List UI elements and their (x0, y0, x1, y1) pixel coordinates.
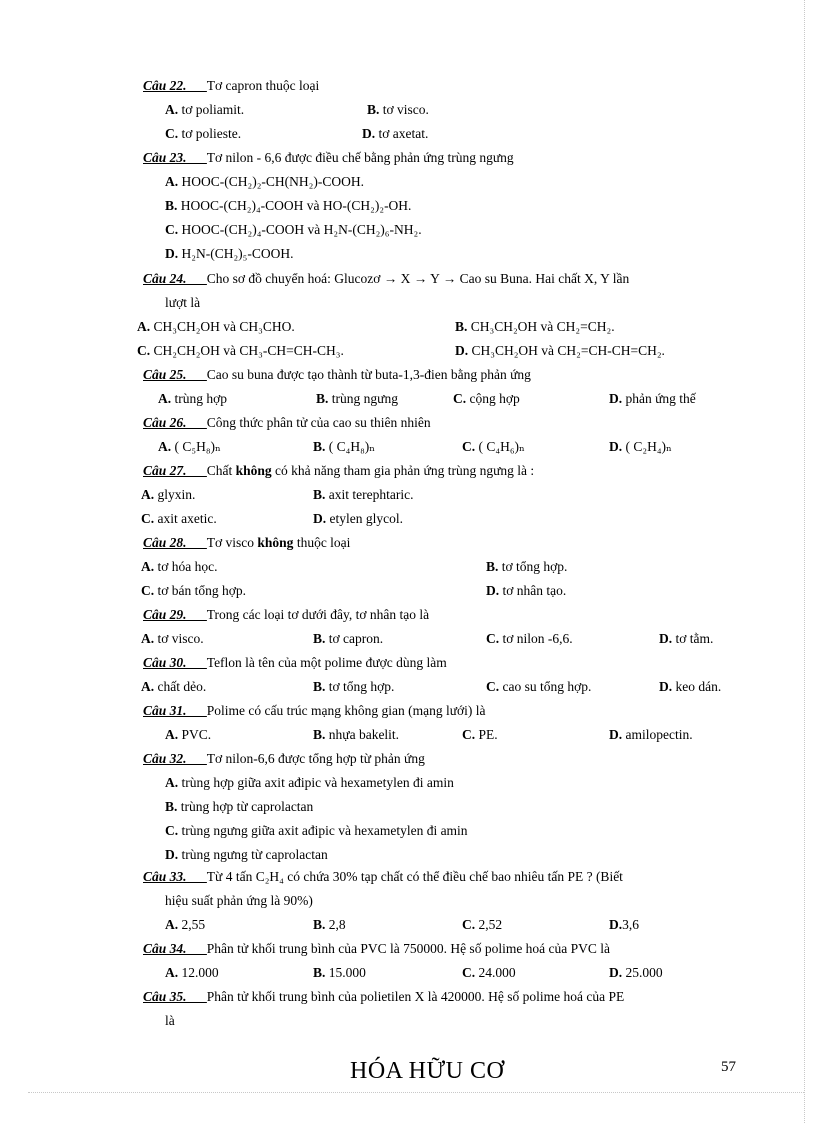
option-text: amilopectin. (622, 727, 693, 742)
option-label: B. (313, 679, 326, 694)
option-a (141, 679, 206, 695)
option-d (609, 727, 693, 743)
option-label: C. (165, 222, 179, 237)
option-text: tơ visco. (379, 102, 429, 117)
option-b (313, 917, 346, 933)
option-text: ( C₄H₈)ₙ (325, 439, 376, 454)
option-text: CH₂CH₂OH và CH₃-CH=CH-CH₃. (150, 343, 344, 358)
option-text: chất dẻo. (154, 679, 207, 694)
question-number: Câu 23. (143, 150, 187, 165)
option-d (486, 583, 566, 599)
question-26 (143, 415, 743, 431)
option-text: CH₃CH₂OH và CH₃CHO. (150, 319, 295, 334)
option-b (165, 198, 411, 214)
option-text: HOOC-(CH₂)₄-COOH và HO-(CH₂)₂-OH. (177, 198, 412, 213)
question-31 (143, 703, 743, 719)
option-label: C. (462, 917, 476, 932)
option-a (141, 559, 218, 575)
option-c (486, 679, 591, 695)
option-d (659, 679, 721, 695)
option-text: tơ nilon -6,6. (499, 631, 573, 646)
option-c (137, 343, 344, 359)
option-text: 12.000 (178, 965, 219, 980)
option-label: B. (486, 559, 499, 574)
option-text: 15.000 (325, 965, 366, 980)
option-text: tơ polieste. (178, 126, 242, 141)
footer-title: HÓA HỮU CƠ (350, 1058, 505, 1084)
option-b (486, 559, 567, 575)
option-label: C. (137, 343, 151, 358)
option-b (313, 727, 399, 743)
option-label: B. (313, 631, 326, 646)
question-34 (143, 941, 743, 957)
question-23 (143, 150, 743, 166)
question-32 (143, 751, 743, 767)
option-text: 3,6 (622, 917, 639, 932)
option-d (313, 511, 403, 527)
option-b (455, 319, 615, 335)
option-c (141, 511, 217, 527)
option-text: ( C₅H₈)ₙ (171, 439, 221, 454)
option-label: B. (313, 965, 326, 980)
option-label: D. (609, 727, 623, 742)
emphasis-not: không (257, 535, 294, 550)
option-text: trùng ngưng giữa axit ađipic và hexametylen đi amin (178, 823, 468, 838)
option-label: B. (313, 917, 326, 932)
option-a (158, 439, 221, 455)
option-label: C. (141, 583, 155, 598)
option-c (165, 126, 241, 142)
option-text: 2,8 (325, 917, 346, 932)
option-label: D. (609, 439, 623, 454)
question-text-continued: là (165, 1013, 175, 1028)
option-text: phản ứng thế (622, 391, 696, 406)
question-number: Câu 25. (143, 367, 187, 382)
option-a (165, 174, 364, 190)
question-text: Tơ visco (206, 535, 258, 550)
option-b (316, 391, 398, 407)
question-25 (143, 367, 743, 383)
question-text: Tơ nilon-6,6 được tổng hợp từ phản ứng (206, 751, 425, 766)
option-a (137, 319, 295, 335)
question-text-continued: hiệu suất phản ứng là 90%) (165, 893, 313, 908)
question-text: Polime có cấu trúc mạng không gian (mạng lưới) là (206, 703, 486, 718)
option-text: CH₃CH₂OH và CH₂=CH₂. (467, 319, 615, 334)
option-d (455, 343, 665, 359)
question-text-rest: thuộc loại (293, 535, 351, 550)
option-text: tơ tổng hợp. (325, 679, 395, 694)
question-text: Phân tử khối trung bình của polietilen X là 420000. Hệ số polime hoá của PE (206, 989, 625, 1004)
option-text: nhựa bakelit. (325, 727, 400, 742)
option-text: CH₃CH₂OH và CH₂=CH-CH=CH₂. (468, 343, 665, 358)
option-text: 2,55 (178, 917, 206, 932)
option-text: tơ nhân tạo. (499, 583, 567, 598)
option-a (165, 727, 211, 743)
question-text: Chất (206, 463, 236, 478)
option-d (165, 246, 293, 262)
option-label: C. (486, 679, 500, 694)
option-text: 2,52 (475, 917, 503, 932)
option-b (313, 965, 366, 981)
option-label: A. (141, 679, 155, 694)
option-label: C. (486, 631, 500, 646)
option-d (362, 126, 428, 142)
option-b (313, 679, 394, 695)
option-c (462, 727, 498, 743)
question-number: Câu 27. (143, 463, 187, 478)
option-label: C. (462, 727, 476, 742)
question-27 (143, 463, 743, 479)
option-label: B. (455, 319, 468, 334)
option-label: A. (165, 917, 179, 932)
question-text: Teflon là tên của một polime được dùng làm (206, 655, 447, 670)
option-d (609, 917, 639, 933)
option-label: A. (158, 439, 172, 454)
question-number: Câu 31. (143, 703, 187, 718)
option-label: A. (137, 319, 151, 334)
question-number: Câu 32. (143, 751, 187, 766)
option-text: cộng hợp (466, 391, 520, 406)
option-label: A. (165, 174, 179, 189)
option-label: D. (486, 583, 500, 598)
question-35 (143, 989, 743, 1005)
question-number: Câu 29. (143, 607, 187, 622)
option-d (659, 631, 713, 647)
question-number: Câu 26. (143, 415, 187, 430)
question-number: Câu 34. (143, 941, 187, 956)
option-c (141, 583, 246, 599)
option-c (462, 965, 516, 981)
option-d (609, 439, 672, 455)
option-a (158, 391, 227, 407)
option-text: 25.000 (622, 965, 663, 980)
option-label: C. (165, 823, 179, 838)
option-text: HOOC-(CH₂)₄-COOH và H₂N-(CH₂)₆-NH₂. (178, 222, 422, 237)
option-text: ( C₄H₆)ₙ (475, 439, 525, 454)
option-a (165, 917, 205, 933)
option-label: A. (158, 391, 172, 406)
question-text: Trong các loại tơ dưới đây, tơ nhân tạo là (206, 607, 430, 622)
option-text: PE. (475, 727, 498, 742)
option-label: B. (316, 391, 329, 406)
option-label: D. (659, 631, 673, 646)
option-text: trùng hợp từ caprolactan (177, 799, 314, 814)
option-text: axit axetic. (154, 511, 217, 526)
question-number: Câu 24. (143, 271, 187, 286)
question-text: Từ 4 tấn C₂H₄ có chứa 30% tạp chất có thể điều chế bao nhiêu tấn PE ? (Biết (206, 869, 623, 884)
option-d (165, 847, 328, 863)
option-label: A. (165, 775, 179, 790)
option-text: HOOC-(CH₂)₂-CH(NH₂)-COOH. (178, 174, 364, 189)
option-c (486, 631, 573, 647)
option-label: B. (313, 487, 326, 502)
option-label: D. (609, 391, 623, 406)
option-label: C. (165, 126, 179, 141)
question-24 (143, 271, 743, 287)
question-number: Câu 30. (143, 655, 187, 670)
question-text: Tơ capron thuộc loại (206, 78, 320, 93)
option-b (313, 487, 413, 503)
option-a (141, 631, 204, 647)
option-text: trùng ngưng từ caprolactan (178, 847, 328, 862)
option-label: C. (141, 511, 155, 526)
option-c (453, 391, 520, 407)
question-number: Câu 28. (143, 535, 187, 550)
option-text: trùng hợp giữa axit ađipic và hexametylen đi amin (178, 775, 454, 790)
question-30 (143, 655, 743, 671)
option-c (462, 917, 502, 933)
page-edge-right (804, 0, 805, 1123)
option-b (165, 799, 313, 815)
option-label: A. (141, 487, 155, 502)
question-text-continued: lượt là (165, 295, 201, 310)
option-text: tơ axetat. (375, 126, 429, 141)
question-number: Câu 35. (143, 989, 187, 1004)
option-a (165, 102, 244, 118)
question-29 (143, 607, 743, 623)
question-text: Tơ nilon - 6,6 được điều chế bằng phản ứng trùng ngưng (206, 150, 514, 165)
question-33 (143, 869, 743, 885)
option-label: D. (313, 511, 327, 526)
option-label: B. (165, 799, 178, 814)
option-text: tơ capron. (325, 631, 384, 646)
option-b (313, 631, 383, 647)
option-text: tơ hóa học. (154, 559, 218, 574)
option-text: tơ tổng hợp. (498, 559, 568, 574)
option-text: cao su tổng hợp. (499, 679, 592, 694)
option-a (165, 775, 454, 791)
option-b (367, 102, 429, 118)
option-a (141, 487, 195, 503)
option-text: trùng hợp (171, 391, 228, 406)
option-label: A. (165, 965, 179, 980)
option-label: D. (609, 965, 623, 980)
page-edge-bottom (28, 1092, 804, 1093)
question-28 (143, 535, 743, 551)
option-c (165, 222, 422, 238)
option-label: D. (609, 917, 623, 932)
question-number: Câu 22. (143, 78, 187, 93)
option-label: D. (165, 847, 179, 862)
option-label: C. (462, 439, 476, 454)
option-text: PVC. (178, 727, 212, 742)
question-text: Công thức phân tử của cao su thiên nhiên (206, 415, 431, 430)
option-text: glyxin. (154, 487, 196, 502)
option-text: ( C₂H₄)ₙ (622, 439, 672, 454)
question-22 (143, 78, 743, 94)
question-text-rest: có khả năng tham gia phản ứng trùng ngưng là : (271, 463, 535, 478)
option-text: etylen glycol. (326, 511, 403, 526)
option-text: 24.000 (475, 965, 516, 980)
option-label: B. (313, 439, 326, 454)
option-label: D. (455, 343, 469, 358)
question-text: Phân tử khối trung bình của PVC là 750000. Hệ số polime hoá của PVC là (206, 941, 611, 956)
option-a (165, 965, 219, 981)
emphasis-not: không (235, 463, 272, 478)
option-text: trùng ngưng (328, 391, 398, 406)
option-text: keo dán. (672, 679, 722, 694)
option-text: tơ tằm. (672, 631, 714, 646)
option-label: A. (165, 102, 179, 117)
option-text: H₂N-(CH₂)₅-COOH. (178, 246, 294, 261)
option-label: A. (165, 727, 179, 742)
option-label: D. (659, 679, 673, 694)
option-c (165, 823, 468, 839)
option-d (609, 391, 696, 407)
option-text: tơ visco. (154, 631, 204, 646)
option-text: tơ poliamit. (178, 102, 245, 117)
question-text: Cho sơ đồ chuyển hoá: Glucozơ → X → Y → Cao su Buna. Hai chất X, Y lần (206, 271, 630, 286)
option-b (313, 439, 375, 455)
option-label: D. (362, 126, 376, 141)
option-label: C. (462, 965, 476, 980)
option-label: A. (141, 559, 155, 574)
option-label: B. (165, 198, 178, 213)
option-label: C. (453, 391, 467, 406)
question-number: Câu 33. (143, 869, 187, 884)
option-label: A. (141, 631, 155, 646)
option-text: axit terephtaric. (325, 487, 414, 502)
option-label: B. (367, 102, 380, 117)
option-text: tơ bán tổng hợp. (154, 583, 247, 598)
page-number: 57 (721, 1059, 736, 1075)
option-label: B. (313, 727, 326, 742)
option-d (609, 965, 663, 981)
question-text: Cao su buna được tạo thành từ buta-1,3-đien bằng phản ứng (206, 367, 531, 382)
option-label: D. (165, 246, 179, 261)
option-c (462, 439, 525, 455)
